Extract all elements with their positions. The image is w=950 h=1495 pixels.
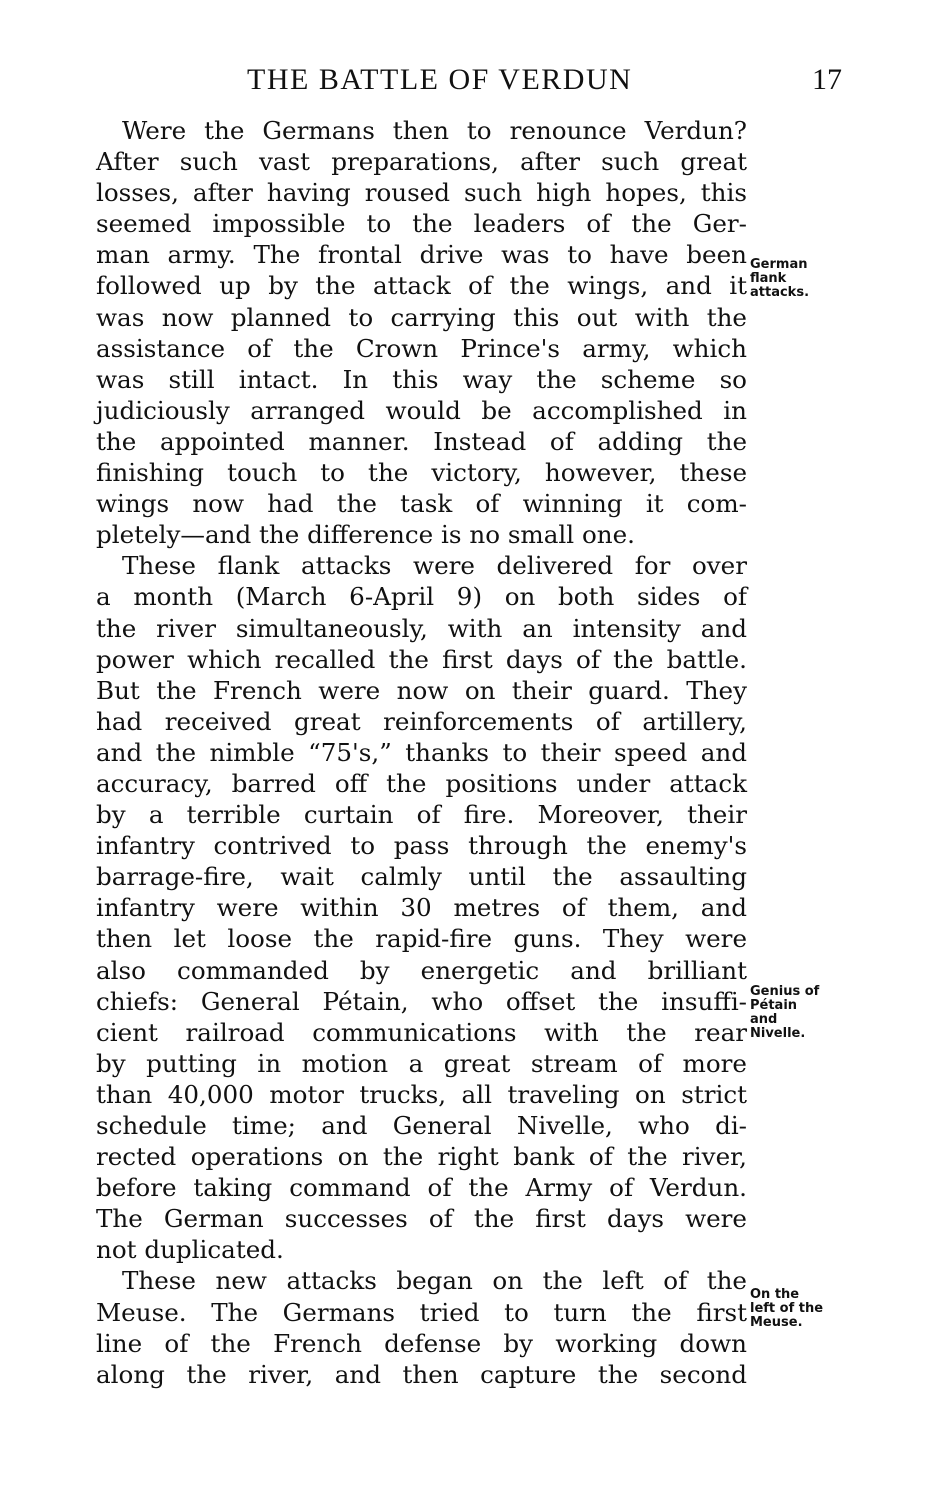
text-line: cient railroad communications with the rear: [96, 1017, 747, 1047]
text-line: The German successes of the first days were: [96, 1204, 747, 1234]
marginal-note-line: left of the: [750, 1301, 824, 1316]
text-line: infantry were within 30 metres of them, and: [96, 893, 747, 923]
marginal-note-line: and: [750, 1012, 778, 1027]
text-line: pletely—and the difference is no small one.: [96, 520, 635, 550]
text-line: man army. The frontal drive was to have been: [96, 240, 747, 270]
text-line: wings now had the task of winning it com-: [96, 489, 747, 519]
text-line: then let loose the rapid-fire guns. They were: [96, 924, 747, 954]
text-line: losses, after having roused such high hopes, this: [96, 178, 747, 208]
text-line: Meuse. The Germans tried to turn the first: [96, 1297, 747, 1327]
text-line: These flank attacks were delivered for over: [122, 551, 747, 581]
text-line: before taking command of the Army of Verdun.: [96, 1173, 747, 1203]
running-head: THE BATTLE OF VERDUN: [247, 63, 633, 96]
marginal-note-line: attacks.: [750, 285, 810, 300]
text-line: seemed impossible to the leaders of the Ger-: [96, 209, 747, 239]
text-line: had received great reinforcements of artillery,: [96, 706, 747, 736]
text-line: But the French were now on their guard. They: [96, 675, 747, 705]
text-line: judiciously arranged would be accomplished in: [96, 395, 747, 425]
text-line: by putting in motion a great stream of more: [96, 1048, 747, 1078]
text-line: infantry contrived to pass through the enemy's: [96, 831, 747, 861]
text-line: line of the French defense by working down: [96, 1328, 747, 1358]
marginal-note-line: Meuse.: [750, 1315, 803, 1330]
text-line: was still intact. In this way the scheme so: [96, 364, 747, 394]
marginal-note-line: flank: [750, 271, 787, 286]
marginal-note-line: On the: [750, 1287, 800, 1302]
text-line: accuracy, barred off the positions under attack: [96, 768, 747, 798]
marginal-note-line: German: [750, 257, 808, 272]
text-line: power which recalled the first days of the battle.: [96, 644, 747, 674]
page-number: 17: [812, 63, 842, 96]
text-line: the appointed manner. Instead of adding the: [96, 426, 747, 456]
paragraph: [96, 115, 747, 550]
marginal-note: [750, 1288, 823, 1330]
text-line: barrage-fire, wait calmly until the assaulting: [96, 862, 747, 892]
paragraph: [96, 1265, 747, 1389]
text-line: chiefs: General Pétain, who offset the insuffi-: [96, 986, 747, 1016]
text-line: These new attacks began on the left of the: [122, 1266, 747, 1296]
page-header: [0, 60, 950, 100]
text-line: was now planned to carrying this out with the: [96, 302, 747, 332]
paragraph: [96, 550, 747, 1265]
text-line: along the river, and then capture the second: [96, 1359, 747, 1389]
marginal-note-line: Pétain: [750, 998, 798, 1013]
text-line: and the nimble “75's,” thanks to their speed and: [96, 737, 747, 767]
text-line: rected operations on the right bank of the river,: [96, 1142, 747, 1172]
text-line: than 40,000 motor trucks, all traveling on strict: [96, 1079, 747, 1109]
text-line: a month (March 6-April 9) on both sides of: [96, 582, 747, 612]
text-line: also commanded by energetic and brilliant: [96, 955, 747, 985]
marginal-note: [750, 985, 819, 1041]
marginal-note-line: Genius of: [750, 984, 820, 999]
text-line: not duplicated.: [96, 1235, 284, 1265]
marginal-note-line: Nivelle.: [750, 1026, 806, 1041]
text-line: by a terrible curtain of fire. Moreover, their: [96, 800, 747, 830]
text-line: finishing touch to the victory, however, these: [96, 458, 747, 488]
text-line: After such vast preparations, after such great: [96, 147, 747, 177]
text-line: schedule time; and General Nivelle, who di-: [96, 1111, 747, 1140]
body-text: [96, 115, 747, 1390]
text-line: Were the Germans then to renounce Verdun?: [122, 116, 747, 145]
marginal-note: [750, 258, 809, 300]
text-line: the river simultaneously, with an intensity and: [96, 613, 747, 643]
text-line: followed up by the attack of the wings, and it: [96, 271, 747, 301]
text-line: assistance of the Crown Prince's army, which: [96, 333, 747, 363]
